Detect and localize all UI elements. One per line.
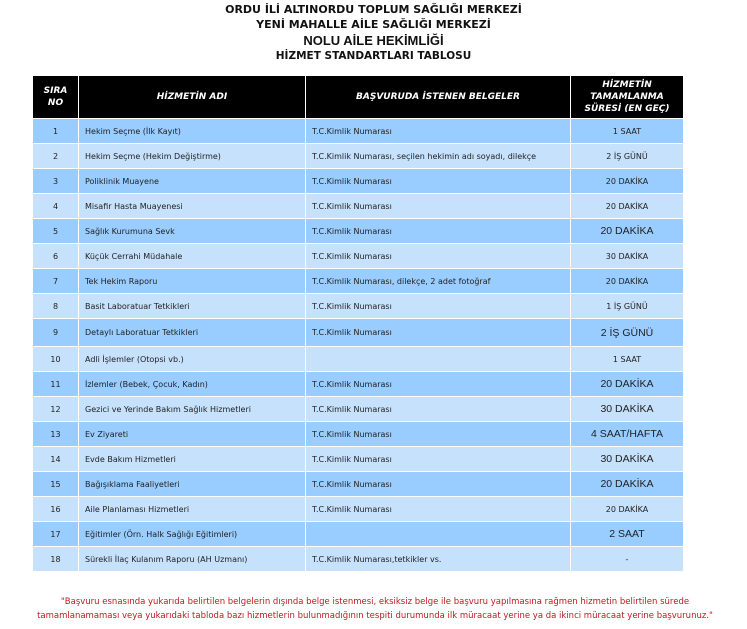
completion-time: 2 İŞ GÜNÜ	[571, 319, 684, 347]
completion-time: 4 SAAT/HAFTA	[571, 422, 684, 447]
completion-time: 20 DAKİKA	[571, 372, 684, 397]
row-number: 11	[33, 372, 79, 397]
required-documents: T.C.Kimlik Numarası	[306, 244, 571, 269]
service-name: Poliklinik Muayene	[79, 169, 306, 194]
completion-time: 30 DAKİKA	[571, 397, 684, 422]
title-line-2: YENİ MAHALLE AİLE SAĞLIĞI MERKEZİ	[256, 18, 491, 31]
service-name: Eğitimler (Örn. Halk Sağlığı Eğitimleri)	[79, 522, 306, 547]
header-time: HİZMETİN TAMAMLANMA SÜRESİ (EN GEÇ)	[571, 76, 684, 119]
footer-note-line-1: "Başvuru esnasında yukarıda belirtilen belgelerin dışında belge istenmesi, eksiksiz belge ile başvuru yapılmasına rağmen hizmetin belirtilen sürede	[60, 597, 690, 607]
completion-time: 30 DAKİKA	[571, 447, 684, 472]
table-row	[33, 372, 684, 397]
completion-time: 20 DAKİKA	[571, 472, 684, 497]
table-header-row	[33, 76, 684, 119]
service-name: Aile Planlaması Hizmetleri	[79, 497, 306, 522]
table-row	[33, 119, 684, 144]
service-name: Küçük Cerrahi Müdahale	[79, 244, 306, 269]
header-no: SIRA NO	[33, 76, 79, 119]
completion-time: 20 DAKİKA	[571, 269, 684, 294]
service-name: Sağlık Kurumuna Sevk	[79, 219, 306, 244]
row-number: 10	[33, 347, 79, 372]
service-name: Detaylı Laboratuar Tetkikleri	[79, 319, 306, 347]
required-documents: T.C.Kimlik Numarası	[306, 169, 571, 194]
completion-time: 1 İŞ GÜNÜ	[571, 294, 684, 319]
required-documents: T.C.Kimlik Numarası	[306, 194, 571, 219]
service-name: Bağışıklama Faaliyetleri	[79, 472, 306, 497]
row-number: 15	[33, 472, 79, 497]
row-number: 8	[33, 294, 79, 319]
required-documents: T.C.Kimlik Numarası, seçilen hekimin adı soyadı, dilekçe	[306, 144, 571, 169]
row-number: 18	[33, 547, 79, 572]
completion-time: 1 SAAT	[571, 119, 684, 144]
required-documents: T.C.Kimlik Numarası	[306, 447, 571, 472]
table-row	[33, 169, 684, 194]
service-standards-table	[32, 75, 684, 572]
table-row	[33, 497, 684, 522]
row-number: 6	[33, 244, 79, 269]
table-row	[33, 347, 684, 372]
footer-note	[30, 595, 720, 623]
required-documents: T.C.Kimlik Numarası, dilekçe, 2 adet fotoğraf	[306, 269, 571, 294]
table-row	[33, 522, 684, 547]
required-documents: T.C.Kimlik Numarası	[306, 294, 571, 319]
header-service: HİZMETİN ADI	[79, 76, 306, 119]
row-number: 2	[33, 144, 79, 169]
table-row	[33, 447, 684, 472]
service-name: Evde Bakım Hizmetleri	[79, 447, 306, 472]
title-line-1: ORDU İLİ ALTINORDU TOPLUM SAĞLIĞI MERKEZİ	[225, 3, 522, 16]
service-name: İzlemler (Bebek, Çocuk, Kadın)	[79, 372, 306, 397]
service-name: Misafir Hasta Muayenesi	[79, 194, 306, 219]
row-number: 13	[33, 422, 79, 447]
required-documents: T.C.Kimlik Numarası	[306, 397, 571, 422]
table-row	[33, 219, 684, 244]
required-documents: T.C.Kimlik Numarası	[306, 472, 571, 497]
required-documents	[306, 522, 571, 547]
row-number: 16	[33, 497, 79, 522]
completion-time: 2 SAAT	[571, 522, 684, 547]
table-row	[33, 294, 684, 319]
completion-time: 30 DAKİKA	[571, 244, 684, 269]
required-documents: T.C.Kimlik Numarası	[306, 119, 571, 144]
title-line-3: NOLU AİLE HEKİMLİĞİ	[303, 33, 444, 48]
row-number: 7	[33, 269, 79, 294]
row-number: 3	[33, 169, 79, 194]
completion-time: 1 SAAT	[571, 347, 684, 372]
row-number: 17	[33, 522, 79, 547]
required-documents: T.C.Kimlik Numarası	[306, 319, 571, 347]
service-name: Ev Ziyareti	[79, 422, 306, 447]
title-line-4: HİZMET STANDARTLARI TABLOSU	[275, 50, 472, 62]
table-row	[33, 547, 684, 572]
table-row	[33, 144, 684, 169]
table-row	[33, 422, 684, 447]
completion-time: 2 İŞ GÜNÜ	[571, 144, 684, 169]
service-name: Sürekli İlaç Kulanım Raporu (AH Uzmanı)	[79, 547, 306, 572]
required-documents	[306, 347, 571, 372]
row-number: 9	[33, 319, 79, 347]
table-row	[33, 194, 684, 219]
service-name: Hekim Seçme (Hekim Değiştirme)	[79, 144, 306, 169]
document-title-block	[0, 2, 747, 64]
row-number: 4	[33, 194, 79, 219]
required-documents: T.C.Kimlik Numarası	[306, 372, 571, 397]
row-number: 12	[33, 397, 79, 422]
required-documents: T.C.Kimlik Numarası	[306, 219, 571, 244]
service-name: Tek Hekim Raporu	[79, 269, 306, 294]
required-documents: T.C.Kimlik Numarası	[306, 422, 571, 447]
service-name: Basit Laboratuar Tetkikleri	[79, 294, 306, 319]
completion-time: 20 DAKİKA	[571, 497, 684, 522]
required-documents: T.C.Kimlik Numarası,tetkikler vs.	[306, 547, 571, 572]
completion-time: 20 DAKİKA	[571, 169, 684, 194]
footer-note-line-2: tamamlanamaması veya yukarıdaki tabloda bazı hizmetlerin bulunmadığının tespiti durumunda ilk müracaat yerine ya da ikinci müracaat yerine başvurunuz."	[37, 611, 713, 621]
table-row	[33, 244, 684, 269]
service-name: Gezici ve Yerinde Bakım Sağlık Hizmetleri	[79, 397, 306, 422]
completion-time: 20 DAKİKA	[571, 219, 684, 244]
table-row	[33, 472, 684, 497]
table-row	[33, 397, 684, 422]
header-documents: BAŞVURUDA İSTENEN BELGELER	[306, 76, 571, 119]
table-row	[33, 269, 684, 294]
row-number: 14	[33, 447, 79, 472]
service-name: Hekim Seçme (İlk Kayıt)	[79, 119, 306, 144]
row-number: 1	[33, 119, 79, 144]
completion-time: -	[571, 547, 684, 572]
row-number: 5	[33, 219, 79, 244]
completion-time: 20 DAKİKA	[571, 194, 684, 219]
table-row	[33, 319, 684, 347]
service-name: Adli İşlemler (Otopsi vb.)	[79, 347, 306, 372]
required-documents: T.C.Kimlik Numarası	[306, 497, 571, 522]
